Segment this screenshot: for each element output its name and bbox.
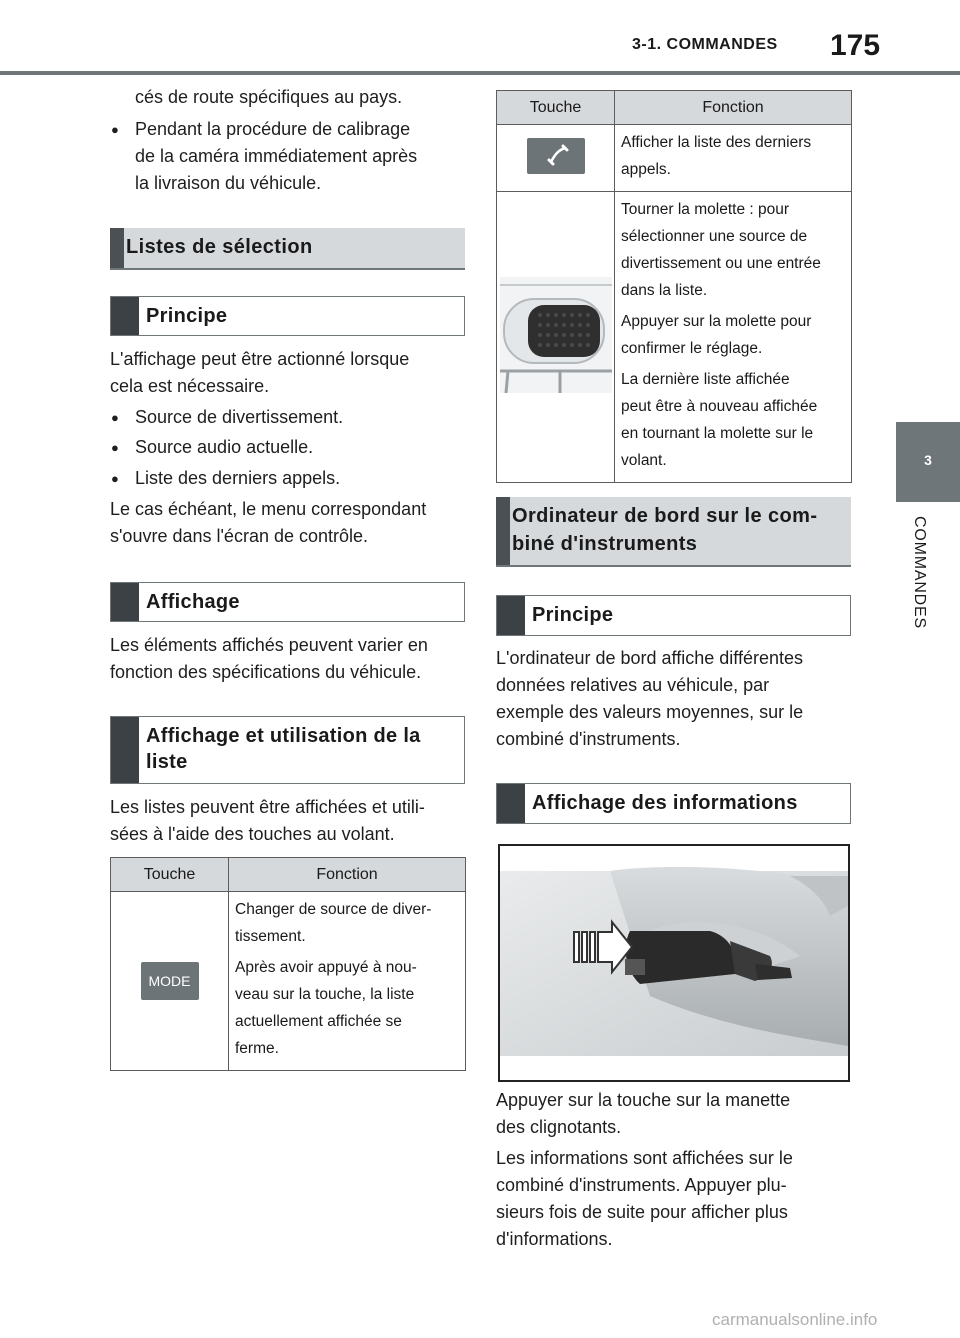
- line: Ordinateur de bord sur le com-: [512, 505, 818, 527]
- function-cell: [229, 892, 466, 1071]
- heading-ordinateur-bord: [496, 497, 851, 567]
- key-cell: [111, 892, 229, 1071]
- line: combiné d'instruments. Appuyer plu-: [496, 1175, 787, 1195]
- line: Les éléments affichés peuvent varier en: [110, 635, 428, 655]
- subheading-principe-right: [496, 595, 851, 636]
- table-row: [497, 125, 852, 192]
- line: fonction des spécifications du véhicule.: [110, 662, 422, 682]
- fn-text: Afficher la liste des derniers appels.: [621, 134, 812, 178]
- line: Les listes peuvent être affichées et utili-: [110, 797, 425, 817]
- line: Appuyer sur la touche sur la manette: [496, 1090, 791, 1110]
- line: sieurs fois de suite pour afficher plus: [496, 1202, 788, 1222]
- function-cell: [615, 125, 852, 192]
- key-cell: [497, 125, 615, 192]
- subheading-bar: [111, 297, 139, 335]
- fn-text: La dernière liste affichée peut être à nouveau affichée en tournant la molette sur le volant.: [621, 371, 818, 469]
- fn-text: Tourner la molette : pour sélectionner une source de divertissement ou une entrée dans la liste.: [621, 201, 821, 299]
- para-menu-correspondant: [110, 496, 426, 550]
- heading-text: [512, 502, 817, 558]
- bullet-calibrage-l3: la livraison du véhicule.: [135, 173, 322, 193]
- line: d'informations.: [496, 1229, 613, 1249]
- phone-button-icon: [527, 138, 585, 174]
- line: liste: [146, 751, 188, 773]
- subheading-principe: [110, 296, 465, 336]
- para-listes-affichees: [110, 794, 425, 848]
- line: cela est nécessaire.: [110, 376, 270, 396]
- subheading-affichage-utilisation: [110, 716, 465, 784]
- heading-bar: [110, 228, 124, 268]
- subheading-text: Principe: [146, 305, 228, 327]
- mode-button-icon: MODE: [141, 962, 199, 1000]
- line: Affichage et utilisation de la: [146, 725, 421, 747]
- line: des clignotants.: [496, 1117, 622, 1137]
- bullet-calibrage-l1: ● Pendant la procédure de calibrage: [135, 119, 411, 139]
- bullet-calibrage: [135, 116, 417, 197]
- para-appuyer-touche: [496, 1087, 790, 1141]
- subheading-text: Affichage des informations: [532, 792, 798, 814]
- fn-text: Changer de source de diver- tissement.: [235, 901, 432, 945]
- col-header-fonction: Fonction: [229, 858, 466, 892]
- subheading-affichage-informations: [496, 783, 851, 824]
- line: L'ordinateur de bord affiche différentes: [496, 648, 803, 668]
- subheading-bar: [497, 596, 525, 635]
- line: données relatives au véhicule, par: [496, 675, 770, 695]
- subheading-text: Affichage: [146, 591, 240, 613]
- bullet-derniers-appels: ● Liste des derniers appels.: [135, 465, 340, 492]
- section-title: 3-1. COMMANDES: [632, 36, 778, 53]
- chapter-tab: [896, 422, 960, 502]
- subheading-bar: [111, 583, 139, 621]
- col-header-touche: Touche: [111, 858, 229, 892]
- line: Le cas échéant, le menu correspondant: [110, 499, 427, 519]
- phone-handset-icon: [527, 138, 585, 174]
- table-row: [497, 192, 852, 483]
- para-elements-affiches: [110, 632, 428, 686]
- heading-listes-selection: [110, 228, 465, 270]
- line: exemple des valeurs moyennes, sur le: [496, 702, 804, 722]
- chapter-number: 3: [924, 452, 932, 468]
- subheading-bar: [111, 717, 139, 783]
- key-cell: [497, 192, 615, 483]
- line: sées à l'aide des touches au volant.: [110, 824, 395, 844]
- heading-text: Listes de sélection: [126, 236, 313, 258]
- line: Les informations sont affichées sur le: [496, 1148, 793, 1168]
- lever-illustration-icon: [500, 846, 848, 1080]
- turn-signal-lever-illustration: [498, 844, 850, 1082]
- table-phone-wheel: [496, 90, 852, 483]
- table-mode: [110, 857, 466, 1071]
- fn-text: Après avoir appuyé à nou- veau sur la touche, la liste actuellement affichée se ferme.: [235, 959, 417, 1057]
- subheading-text: Principe: [532, 604, 614, 626]
- line: L'affichage peut être actionné lorsque: [110, 349, 410, 369]
- page-number: 175: [830, 29, 881, 62]
- bullet-calibrage-l2: de la caméra immédiatement après: [135, 146, 418, 166]
- para-ordinateur-affiche: [496, 645, 803, 753]
- fn-text: Appuyer sur la molette pour confirmer le réglage.: [621, 313, 812, 357]
- function-cell: [615, 192, 852, 483]
- line: s'ouvre dans l'écran de contrôle.: [110, 526, 369, 546]
- line: biné d'instruments: [512, 533, 698, 555]
- header-rule: [0, 71, 960, 75]
- heading-bar: [496, 497, 510, 565]
- intro-line: cés de route spécifiques au pays.: [135, 87, 403, 107]
- col-header-touche: Touche: [497, 91, 615, 125]
- line: combiné d'instruments.: [496, 729, 681, 749]
- subheading-affichage: [110, 582, 465, 622]
- col-header-fonction: Fonction: [615, 91, 852, 125]
- chapter-label-text: COMMANDES: [911, 516, 928, 629]
- thumbwheel-icon: [500, 277, 612, 393]
- footer-watermark: carmanualsonline.info: [712, 1310, 878, 1329]
- subheading-bar: [497, 784, 525, 823]
- table-row: [111, 892, 466, 1071]
- bullet-source-audio: ● Source audio actuelle.: [135, 434, 313, 461]
- para-affichage-actionne: [110, 346, 409, 400]
- bullet-source-divertissement: ● Source de divertissement.: [135, 404, 343, 431]
- chapter-label: [893, 516, 943, 666]
- para-informations-affichees: [496, 1145, 793, 1253]
- subheading-text: [146, 723, 421, 775]
